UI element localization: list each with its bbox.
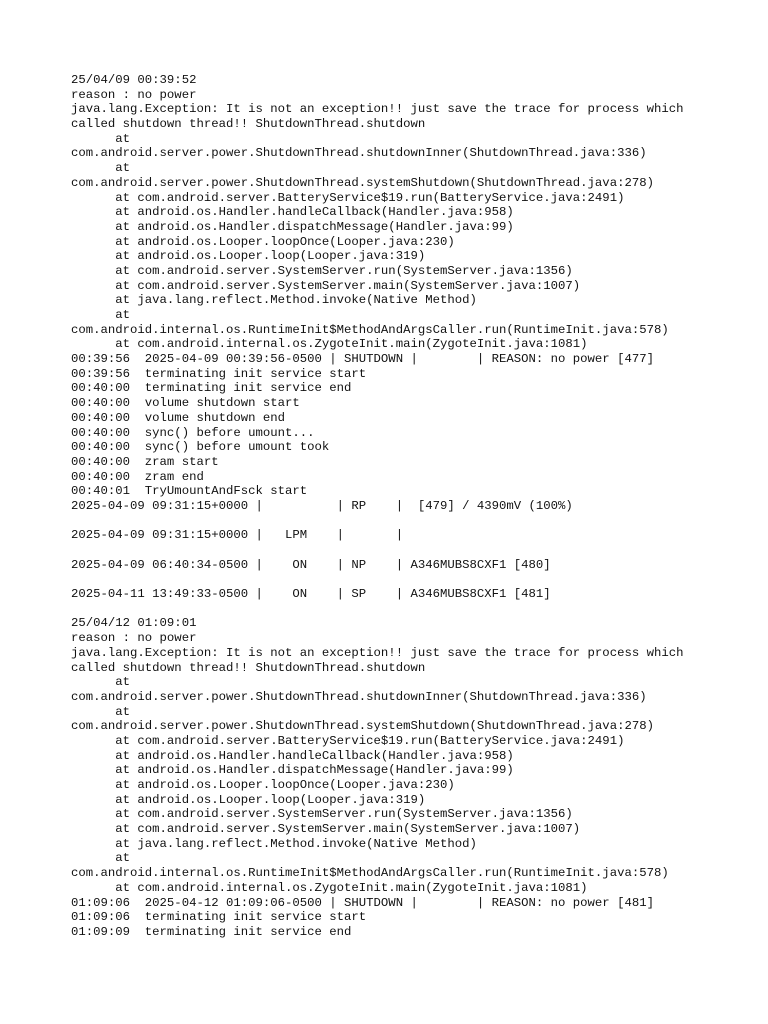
log-line: at <box>71 704 131 719</box>
log-line: at android.os.Looper.loop(Looper.java:319) <box>71 249 426 264</box>
log-line: at <box>71 675 131 690</box>
log-line: reason : no power <box>71 631 197 646</box>
log-line: com.android.server.power.ShutdownThread.shutdownInner(ShutdownThread.java:336) <box>71 689 647 704</box>
log-line: at <box>71 851 131 866</box>
log-line: at com.android.server.BatteryService$19.run(BatteryService.java:2491) <box>71 190 625 205</box>
log-line: com.android.server.power.ShutdownThread.shutdownInner(ShutdownThread.java:336) <box>71 146 647 161</box>
blank-line <box>71 602 761 617</box>
log-line: java.lang.Exception: It is not an exception!! just save the trace for process which <box>71 645 684 660</box>
log-line: reason : no power <box>71 87 197 102</box>
log-line: at android.os.Looper.loop(Looper.java:319) <box>71 792 426 807</box>
blank-line <box>71 572 761 587</box>
log-line: at android.os.Looper.loopOnce(Looper.java:230) <box>71 234 455 249</box>
log-line: 00:40:00 sync() before umount took <box>71 440 330 455</box>
log-line: 00:39:56 2025-04-09 00:39:56-0500 | SHUTDOWN | | REASON: no power [477] <box>71 352 654 367</box>
log-text-block <box>71 73 761 940</box>
log-line: 00:40:01 TryUmountAndFsck start <box>71 484 308 499</box>
log-line: 2025-04-09 09:31:15+0000 | | RP | [479] / 4390mV (100%) <box>71 498 573 513</box>
log-line: com.android.internal.os.RuntimeInit$MethodAndArgsCaller.run(RuntimeInit.java:578) <box>71 866 669 881</box>
log-line: 00:40:00 terminating init service end <box>71 381 352 396</box>
log-line: at android.os.Handler.handleCallback(Handler.java:958) <box>71 748 514 763</box>
log-line: 00:40:00 volume shutdown start <box>71 396 300 411</box>
log-line: com.android.internal.os.RuntimeInit$MethodAndArgsCaller.run(RuntimeInit.java:578) <box>71 322 669 337</box>
log-line: at android.os.Handler.dispatchMessage(Handler.java:99) <box>71 219 514 234</box>
log-line: at java.lang.reflect.Method.invoke(Native Method) <box>71 293 477 308</box>
log-line: 2025-04-09 06:40:34-0500 | ON | NP | A346MUBS8CXF1 [480] <box>71 557 551 572</box>
log-line: at com.android.internal.os.ZygoteInit.main(ZygoteInit.java:1081) <box>71 337 588 352</box>
log-line: at android.os.Handler.dispatchMessage(Handler.java:99) <box>71 763 514 778</box>
log-line: 25/04/12 01:09:01 <box>71 616 197 631</box>
log-line: 00:40:00 volume shutdown end <box>71 410 286 425</box>
log-line: at <box>71 131 131 146</box>
log-line: 25/04/09 00:39:52 <box>71 73 197 87</box>
log-line: 00:39:56 terminating init service start <box>71 366 367 381</box>
log-line: java.lang.Exception: It is not an exception!! just save the trace for process which <box>71 102 684 117</box>
log-line: at java.lang.reflect.Method.invoke(Native Method) <box>71 836 477 851</box>
log-line: at com.android.server.SystemServer.main(SystemServer.java:1007) <box>71 822 581 837</box>
log-line: at android.os.Handler.handleCallback(Handler.java:958) <box>71 205 514 220</box>
log-line: 00:40:00 sync() before umount... <box>71 425 315 440</box>
log-line: 2025-04-11 13:49:33-0500 | ON | SP | A346MUBS8CXF1 [481] <box>71 587 551 602</box>
log-line: 01:09:09 terminating init service end <box>71 924 352 939</box>
log-line: at com.android.server.BatteryService$19.run(BatteryService.java:2491) <box>71 733 625 748</box>
log-line: called shutdown thread!! ShutdownThread.shutdown <box>71 660 426 675</box>
blank-line <box>71 514 761 529</box>
log-line: 01:09:06 terminating init service start <box>71 910 367 925</box>
log-line: called shutdown thread!! ShutdownThread.shutdown <box>71 117 426 132</box>
log-line: at android.os.Looper.loopOnce(Looper.java:230) <box>71 778 455 792</box>
log-line: at com.android.server.SystemServer.run(SystemServer.java:1356) <box>71 263 573 278</box>
log-line: com.android.server.power.ShutdownThread.systemShutdown(ShutdownThread.java:278) <box>71 719 654 734</box>
log-document <box>71 73 761 940</box>
log-line: 00:40:00 zram end <box>71 469 204 484</box>
log-line: at com.android.server.SystemServer.run(SystemServer.java:1356) <box>71 807 573 822</box>
log-line: at com.android.internal.os.ZygoteInit.main(ZygoteInit.java:1081) <box>71 880 588 895</box>
log-line: 01:09:06 2025-04-12 01:09:06-0500 | SHUTDOWN | | REASON: no power [481] <box>71 895 654 910</box>
log-line: at com.android.server.SystemServer.main(SystemServer.java:1007) <box>71 278 581 293</box>
log-line: at <box>71 161 131 176</box>
log-line: at <box>71 308 131 322</box>
log-line: 00:40:00 zram start <box>71 454 219 469</box>
blank-line <box>71 543 761 558</box>
log-line: 2025-04-09 09:31:15+0000 | LPM | | <box>71 528 404 543</box>
log-line: com.android.server.power.ShutdownThread.systemShutdown(ShutdownThread.java:278) <box>71 175 654 190</box>
